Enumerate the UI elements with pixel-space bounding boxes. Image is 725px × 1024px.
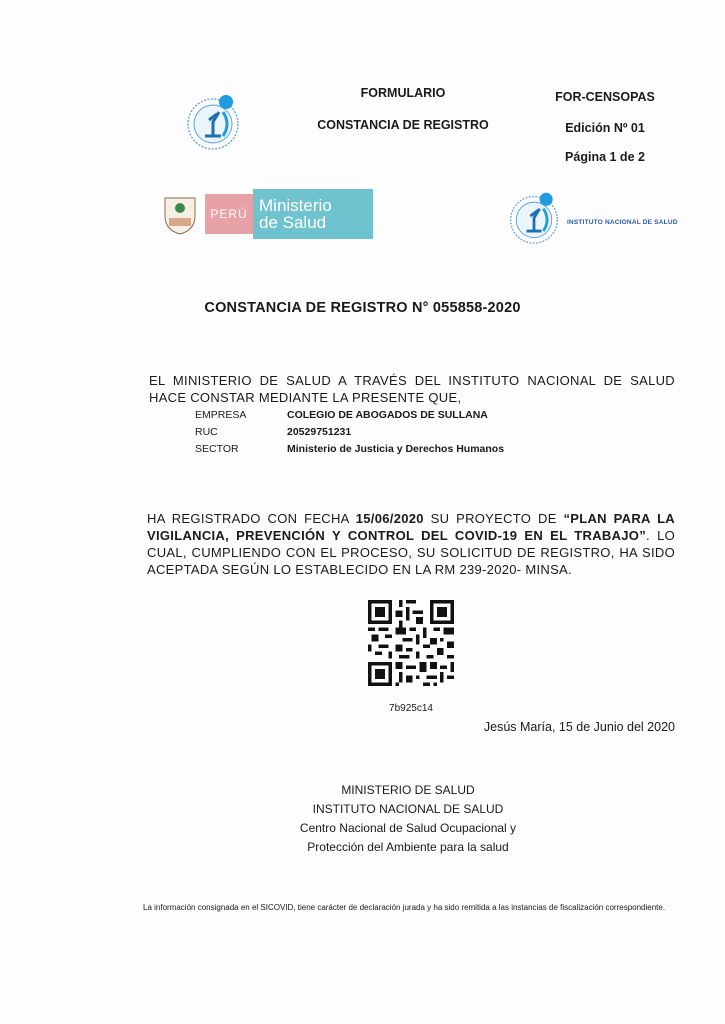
detail-label: RUC (195, 426, 218, 438)
place-date: Jesús María, 15 de Junio del 2020 (483, 720, 675, 734)
details-list (195, 409, 675, 460)
signature-line: INSTITUTO NACIONAL DE SALUD (312, 802, 504, 816)
detail-label: EMPRESA (195, 409, 247, 421)
intro-paragraph: EL MINISTERIO DE SALUD A TRAVÉS DEL INSTITUTO NACIONAL DE SALUD HACE CONSTAR MEDIANTE LA PRESENTE QUE, (149, 373, 675, 405)
ministry-line-1: Ministerio (259, 196, 332, 215)
peru-label: PERÚ (205, 194, 253, 234)
ins-small-logo-icon (506, 190, 562, 246)
signature-block (150, 781, 666, 857)
title-prefix: CONSTANCIA DE REGISTRO N° (204, 300, 429, 316)
qr-code-text: 7b925c14 (389, 703, 433, 714)
detail-row (195, 426, 675, 443)
detail-label: SECTOR (195, 443, 239, 455)
detail-row (195, 409, 675, 426)
body-part-1: HA REGISTRADO CON FECHA (147, 511, 356, 526)
qr-code-icon (368, 600, 454, 686)
form-label: FORMULARIO (360, 86, 446, 100)
detail-value: COLEGIO DE ABOGADOS DE SULLANA (287, 409, 488, 421)
ministry-of-health-logo (161, 188, 379, 240)
page-title (0, 300, 725, 316)
body-part-2: SU PROYECTO DE (423, 511, 564, 526)
detail-row (195, 443, 675, 460)
footer-note: La información consignada en el SICOVID, tiene carácter de declaración jurada y ha sido remitida a las instancias de fiscalización correspondiente. (143, 903, 666, 912)
signature-line: MINISTERIO DE SALUD (341, 783, 475, 797)
page-number: Página 1 de 2 (565, 150, 645, 164)
signature-line: Centro Nacional de Salud Ocupacional y (299, 821, 517, 835)
ministry-line-2: de Salud (259, 213, 327, 232)
signature-line: Protección del Ambiente para la salud (307, 840, 509, 854)
body-part-3: . LO CUAL, CUMPLIENDO CON EL PROCESO, SU SOLICITUD DE REGISTRO, HA SIDO ACEPTADA SEGÚN LO ESTABLECIDO EN LA RM 239-2020- MINSA. (147, 528, 676, 577)
ins-label: INSTITUTO NACIONAL DE SALUD (567, 219, 678, 226)
registration-number: 055858-2020 (432, 300, 521, 316)
edition: Edición Nº 01 (565, 121, 645, 135)
detail-value: Ministerio de Justicia y Derechos Humanos (287, 443, 505, 455)
form-title: CONSTANCIA DE REGISTRO (317, 118, 489, 132)
form-code: FOR-CENSOPAS (555, 90, 655, 104)
body-paragraph (147, 510, 675, 578)
project-name: “PLAN PARA LA VIGILANCIA, PREVENCIÓN Y CONTROL DEL COVID-19 EN EL TRABAJO” (147, 511, 675, 543)
ministry-name (253, 189, 373, 239)
peru-shield-icon (161, 192, 199, 236)
ins-logo-icon (183, 92, 243, 152)
detail-value: 20529751231 (287, 426, 352, 438)
registration-date: 15/06/2020 (355, 511, 424, 526)
